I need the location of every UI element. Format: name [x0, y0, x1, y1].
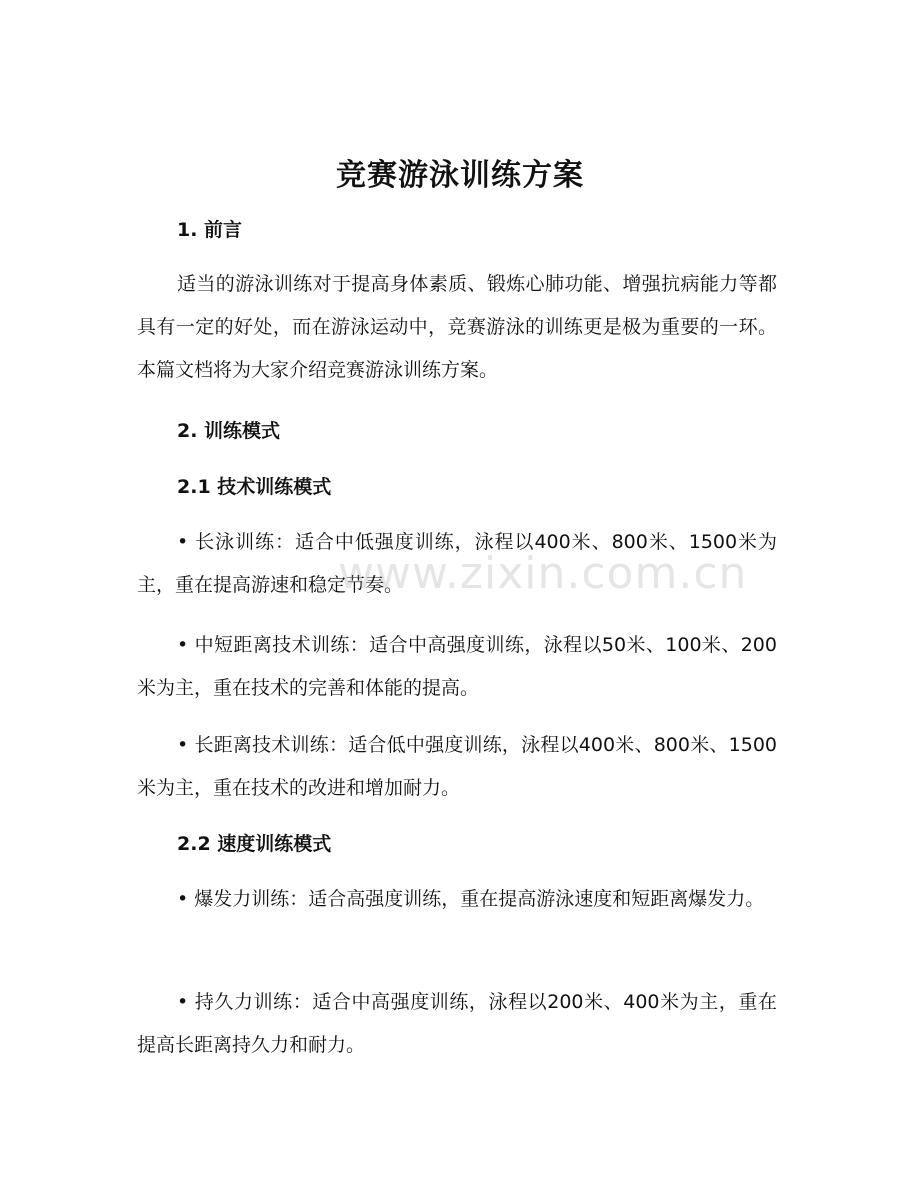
list-item-short-distance: • 中短距离技术训练：适合中高强度训练，泳程以50米、100米、200米为主，重在技术的完善和体能的提高。 [137, 634, 777, 699]
preface-paragraph: 适当的游泳训练对于提高身体素质、锻炼心肺功能、增强抗病能力等都具有一定的好处，而在游泳运动中，竞赛游泳的训练更是极为重要的一环。本篇文档将为大家介绍竞赛游泳训练方案。 [137, 273, 777, 381]
section-heading-preface: 1. 前言 [177, 219, 243, 241]
list-item-endurance: • 持久力训练：适合中高强度训练，泳程以200米、400米为主，重在提高长距离持久力和耐力。 [137, 991, 777, 1056]
list-item-long-swim: • 长泳训练：适合中低强度训练，泳程以400米、800米、1500米为主，重在提高游速和稳定节奏。 [137, 531, 777, 596]
list-item-explosive-power: • 爆发力训练：适合高强度训练，重在提高游泳速度和短距离爆发力。 [177, 888, 765, 910]
subsection-heading-technique: 2.1 技术训练模式 [177, 476, 332, 498]
section-heading-training-modes: 2. 训练模式 [177, 420, 281, 442]
subsection-heading-speed: 2.2 速度训练模式 [177, 833, 332, 855]
document-title: 竞赛游泳训练方案 [336, 158, 584, 193]
list-item-long-distance: • 长距离技术训练：适合低中强度训练，泳程以400米、800米、1500米为主，重在技术的改进和增加耐力。 [137, 734, 777, 799]
watermark: www.zixin.com.cn [338, 548, 748, 599]
